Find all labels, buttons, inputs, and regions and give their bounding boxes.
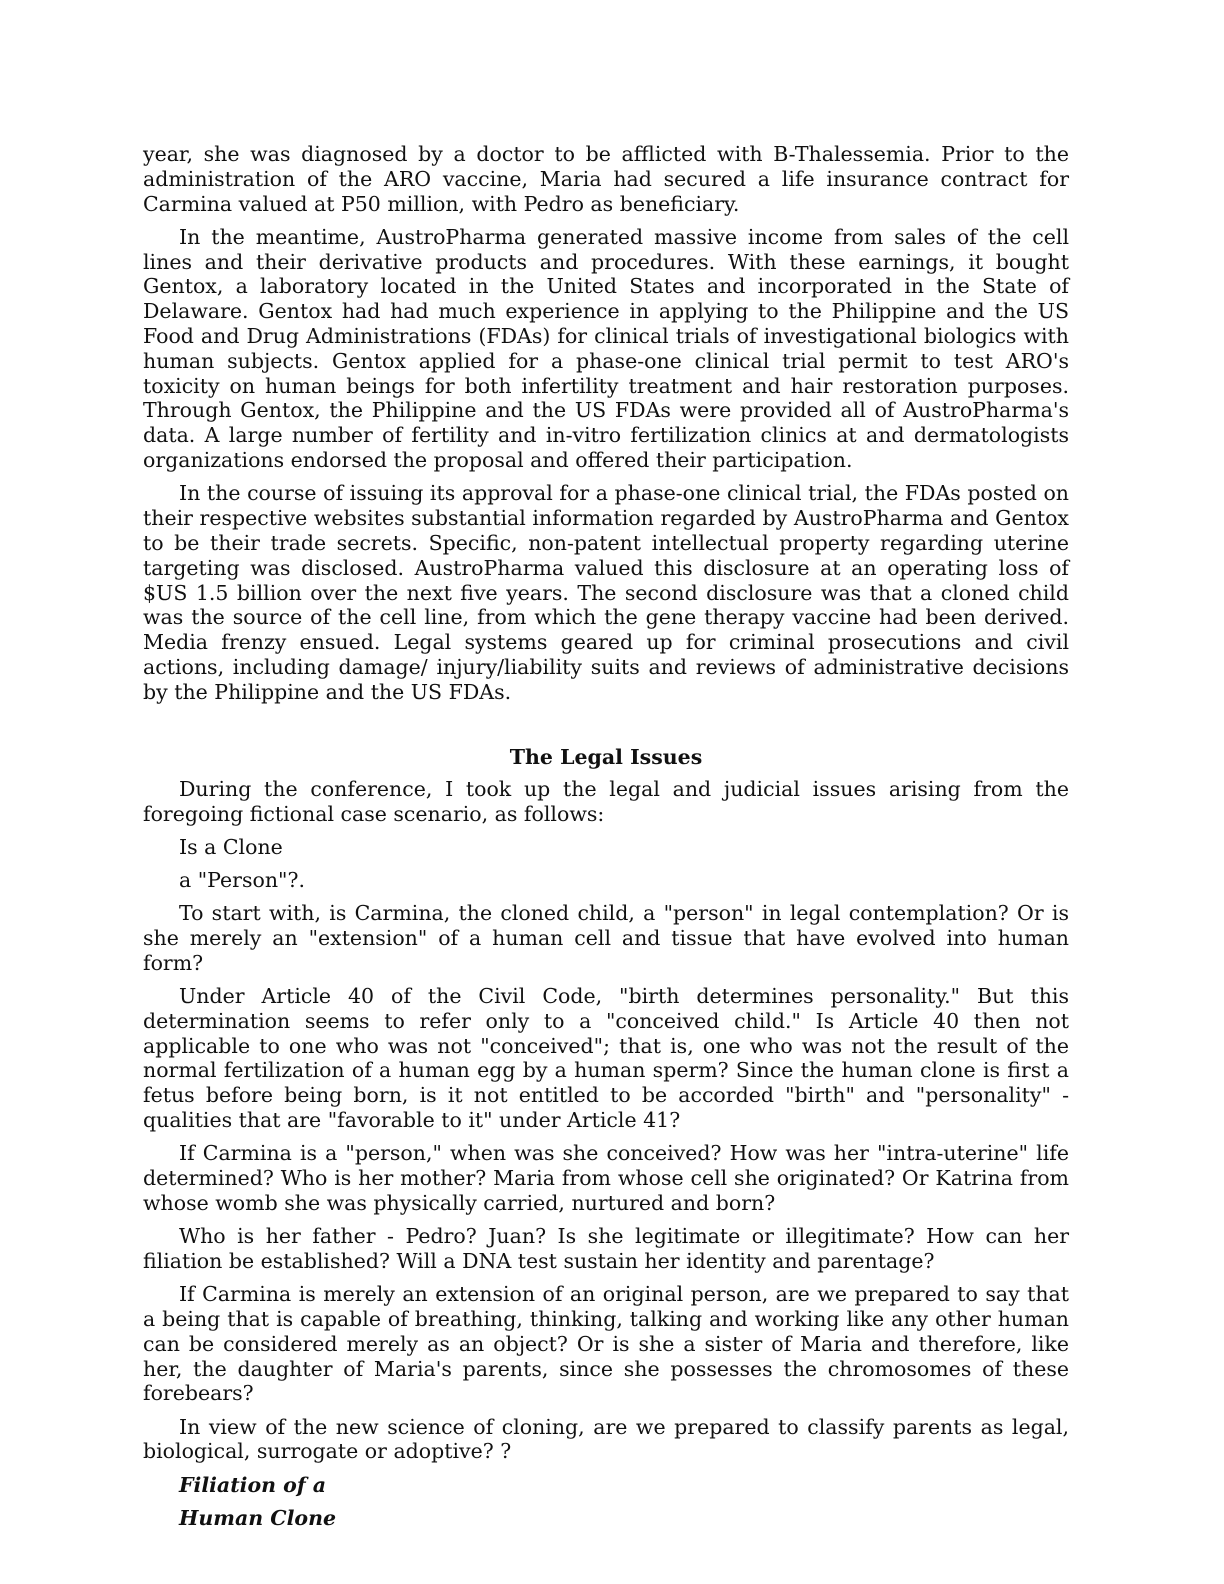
paragraph-classify-parents: In view of the new science of cloning, are we prepared to classify parents as legal, biological, surrogate or adoptive? ? <box>143 1414 1069 1464</box>
paragraph-fda-disclosure: In the course of issuing its approval for a phase-one clinical trial, the FDAs posted on their respective websites substantial information regarded by AustroPharma and Gentox to be their trade secrets. Specific, non-patent intellectual property regarding uterine targeting was disclosed. AustroPharma valued this disclosure at an operating loss of $US 1.5 billion over the next five years. The second disclosure was that a cloned child was the source of the cell line, from which the gene therapy vaccine had been derived. Media frenzy ensued. Legal systems geared up for criminal prosecutions and civil actions, including damage/ injury/liability suits and reviews of administrative decisions by the Philippine and the US FDAs. <box>143 481 1069 704</box>
paragraph-extension-question: If Carmina is merely an extension of an original person, are we prepared to say that a being that is capable of breathing, thinking, talking and working like any other human can be considered merely as an object? Or is she a sister of Maria and therefore, like her, the daughter of Maria's parents, since she possesses the chromosomes of these forebears? <box>143 1282 1069 1406</box>
section-heading: The Legal Issues <box>509 744 703 769</box>
subheading-clone-line1: Is a Clone <box>179 835 283 860</box>
paragraph-austropharma-income: In the meantime, AustroPharma generated massive income from sales of the cell lines and their derivative products and procedures. With these earnings, it bought Gentox, a laboratory located in the United States and incorporated in the State of Delaware. Gentox had had much experience in applying to the Philippine and the US Food and Drug Administrations (FDAs) for clinical trials of investigational biologics with human subjects. Gentox applied for a phase-one clinical trial permit to test ARO's toxicity on human beings for both infertility treatment and hair restoration purposes. Through Gentox, the Philippine and the US FDAs were provided all of AustroPharma's data. A large number of fertility and in-vitro fertilization clinics at and dermatologists organizations endorsed the proposal and offered their participation. <box>143 224 1069 473</box>
paragraph-continuation: year, she was diagnosed by a doctor to be afflicted with B-Thalessemia. Prior to the administration of the ARO vaccine, Maria had secured a life insurance contract for Carmina valued at P50 million, with Pedro as beneficiary. <box>143 142 1069 216</box>
subheading-filiation-line1: Filiation of a <box>179 1472 327 1497</box>
document-page <box>143 142 1069 1538</box>
paragraph-intro: During the conference, I took up the legal and judicial issues arising from the foregoing fictional case scenario, as follows: <box>143 777 1069 827</box>
paragraph-article-40: Under Article 40 of the Civil Code, "birth determines personality." But this determination seems to refer only to a "conceived child." Is Article 40 then not applicable to one who was not "conceived"; that is, one who was not the result of the normal fertilization of a human egg by a human sperm? Since the human clone is first a fetus before being born, is it not entitled to be accorded "birth" and "personality" - qualities that are "favorable to it" under Article 41? <box>143 983 1069 1132</box>
paragraph-mother-question: If Carmina is a "person," when was she conceived? How was her "intra-uterine" life determined? Who is her mother? Maria from whose cell she originated? Or Katrina from whose womb she was physically carried, nurtured and born? <box>143 1141 1069 1215</box>
subheading-filiation-line2: Human Clone <box>179 1505 337 1530</box>
subheading-clone-line2: a "Person"?. <box>179 868 305 893</box>
paragraph-person-question: To start with, is Carmina, the cloned child, a "person" in legal contemplation? Or is she merely an "extension" of a human cell and tissue that have evolved into human form? <box>143 901 1069 975</box>
paragraph-father-question: Who is her father - Pedro? Juan? Is she legitimate or illegitimate? How can her filiation be established? Will a DNA test sustain her identity and parentage? <box>143 1224 1069 1273</box>
